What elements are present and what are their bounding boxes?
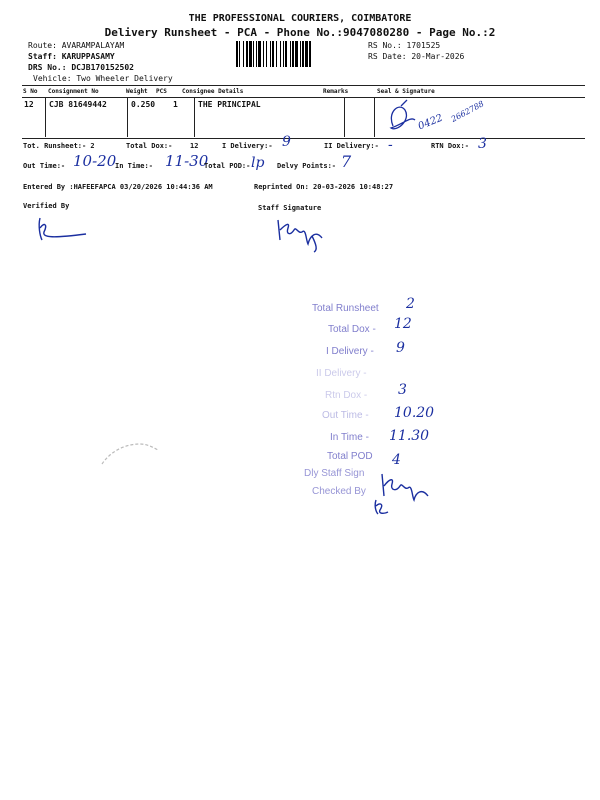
barcode-bar (280, 41, 281, 67)
barcode-bar (263, 41, 264, 67)
vehicle-label: Vehicle: Two Wheeler Delivery (33, 74, 173, 83)
barcode-graphic (236, 41, 361, 67)
seal-note-1: 0422 (416, 112, 445, 133)
barcode-bar (290, 41, 291, 67)
barcode-bar (309, 41, 311, 67)
out-time-label: Out Time:- (23, 162, 66, 170)
stamp-value-i-delivery: 9 (396, 340, 405, 356)
row-sno: 12 (24, 100, 34, 109)
rtn-dox-hand: 3 (478, 136, 487, 152)
row-pcs: 1 (173, 100, 178, 109)
receiver-signature (385, 98, 505, 140)
row-weight: 0.250 (131, 100, 156, 109)
i-delivery-hand: 9 (282, 134, 291, 150)
total-dox-value: 12 (190, 142, 199, 150)
barcode-bar (249, 41, 252, 67)
barcode-bar (256, 41, 257, 67)
barcode-bar (258, 41, 261, 67)
stamp-label-total-pod: Total POD (327, 451, 373, 462)
col-divider (127, 97, 128, 137)
stamp-label-ii-delivery: II Delivery - (316, 368, 367, 379)
barcode-bar (295, 41, 298, 67)
barcode-bar (236, 41, 238, 67)
col-header-pcs: PCS (156, 88, 167, 95)
barcode-bar (243, 41, 244, 67)
barcode-bar (285, 41, 287, 67)
barcode-bar (239, 41, 240, 67)
staff-label: Staff: KARUPPASAMY (28, 52, 115, 61)
drs-number: DRS No.: DCJB170152502 (28, 63, 134, 72)
barcode-bar (266, 41, 267, 67)
delvy-points-hand: 7 (341, 152, 352, 171)
i-delivery-label: I Delivery:- (222, 142, 273, 150)
total-pod-label: Total POD:- (204, 162, 251, 170)
stamp-label-out-time: Out Time - (322, 410, 369, 421)
col-divider (194, 97, 195, 137)
stamp-label-in-time: In Time - (330, 432, 369, 443)
stamp-value-rtn-dox: 3 (398, 382, 407, 398)
total-pod-hand: lp (251, 155, 265, 171)
row-consignment: CJB 81649442 (49, 100, 107, 109)
barcode-bar (276, 41, 277, 67)
barcode-bar (246, 41, 248, 67)
stamp-label-total-dox: Total Dox - (328, 324, 376, 335)
stamp-checker-signature (372, 496, 392, 518)
seal-note-2: 2662788 (449, 99, 486, 124)
barcode-bar (283, 41, 284, 67)
barcode-bar (300, 41, 301, 67)
barcode-bar (292, 41, 294, 67)
route-label: Route: AVARAMPALAYAM (28, 41, 125, 50)
out-time-hand: 10-20 (73, 152, 117, 170)
col-divider (344, 97, 345, 137)
staff-signature-label: Staff Signature (258, 204, 322, 212)
reprinted-on: Reprinted On: 20-03-2026 10:48:27 (254, 183, 394, 191)
stamp-label-i-delivery: I Delivery - (326, 346, 374, 357)
total-dox-label: Total Dox:- (126, 142, 173, 150)
barcode-bar (272, 41, 274, 67)
stamp-label-checked-by: Checked By (312, 486, 366, 497)
company-title: THE PROFESSIONAL COURIERS, COIMBATORE (188, 13, 412, 24)
verifier-signature (34, 214, 94, 244)
staff-signature (272, 214, 342, 254)
entered-by: Entered By :HAFEEFAPCA 03/20/2026 10:44:36 AM (23, 183, 213, 191)
col-header-consignee: Consignee Details (182, 88, 244, 95)
row-consignee: THE PRINCIPAL (198, 100, 261, 109)
barcode-bar (305, 41, 308, 67)
col-divider (374, 97, 375, 137)
stamp-label-dly-staff: Dly Staff Sign (304, 468, 365, 479)
barcode (236, 41, 361, 67)
col-header-weight: Weight (126, 88, 148, 95)
runsheet-subtitle: Delivery Runsheet - PCA - Phone No.:9047080280 - Page No.:2 (104, 26, 496, 39)
stamp-label-runsheet: Total Runsheet (312, 303, 379, 314)
in-time-label: In Time:- (115, 162, 153, 170)
stamp-value-total-dox: 12 (394, 316, 412, 332)
barcode-bar (270, 41, 271, 67)
stamp-label-rtn-dox: Rtn Dox - (325, 390, 368, 401)
stamp-value-total-pod: 4 (392, 452, 401, 468)
rtn-dox-label: RTN Dox:- (431, 142, 469, 150)
total-runsheet: Tot. Runsheet:- 2 (23, 142, 95, 150)
col-header-consignment: Consignment No (48, 88, 99, 95)
col-header-seal: Seal & Signature (377, 88, 435, 95)
stamp-value-runsheet: 2 (406, 296, 415, 312)
rs-date: RS Date: 20-Mar-2026 (368, 52, 465, 61)
table-top-line (22, 85, 585, 86)
col-header-remarks: Remarks (323, 88, 349, 95)
ii-delivery-label: II Delivery:- (324, 142, 379, 150)
col-header-sno: S No (23, 88, 38, 95)
delvy-points-label: Delvy Points:- (277, 162, 337, 170)
stamp-value-in-time: 11.30 (389, 428, 430, 444)
col-divider (45, 97, 46, 137)
barcode-bar (302, 41, 304, 67)
barcode-bar (253, 41, 254, 67)
stamp-value-out-time: 10.20 (394, 405, 435, 421)
rs-number: RS No.: 1701525 (368, 41, 441, 50)
in-time-hand: 11-30 (165, 152, 209, 170)
verified-by-label: Verified By (23, 202, 70, 210)
ii-delivery-hand: - (388, 137, 393, 153)
faint-stamp-mark (100, 438, 170, 468)
